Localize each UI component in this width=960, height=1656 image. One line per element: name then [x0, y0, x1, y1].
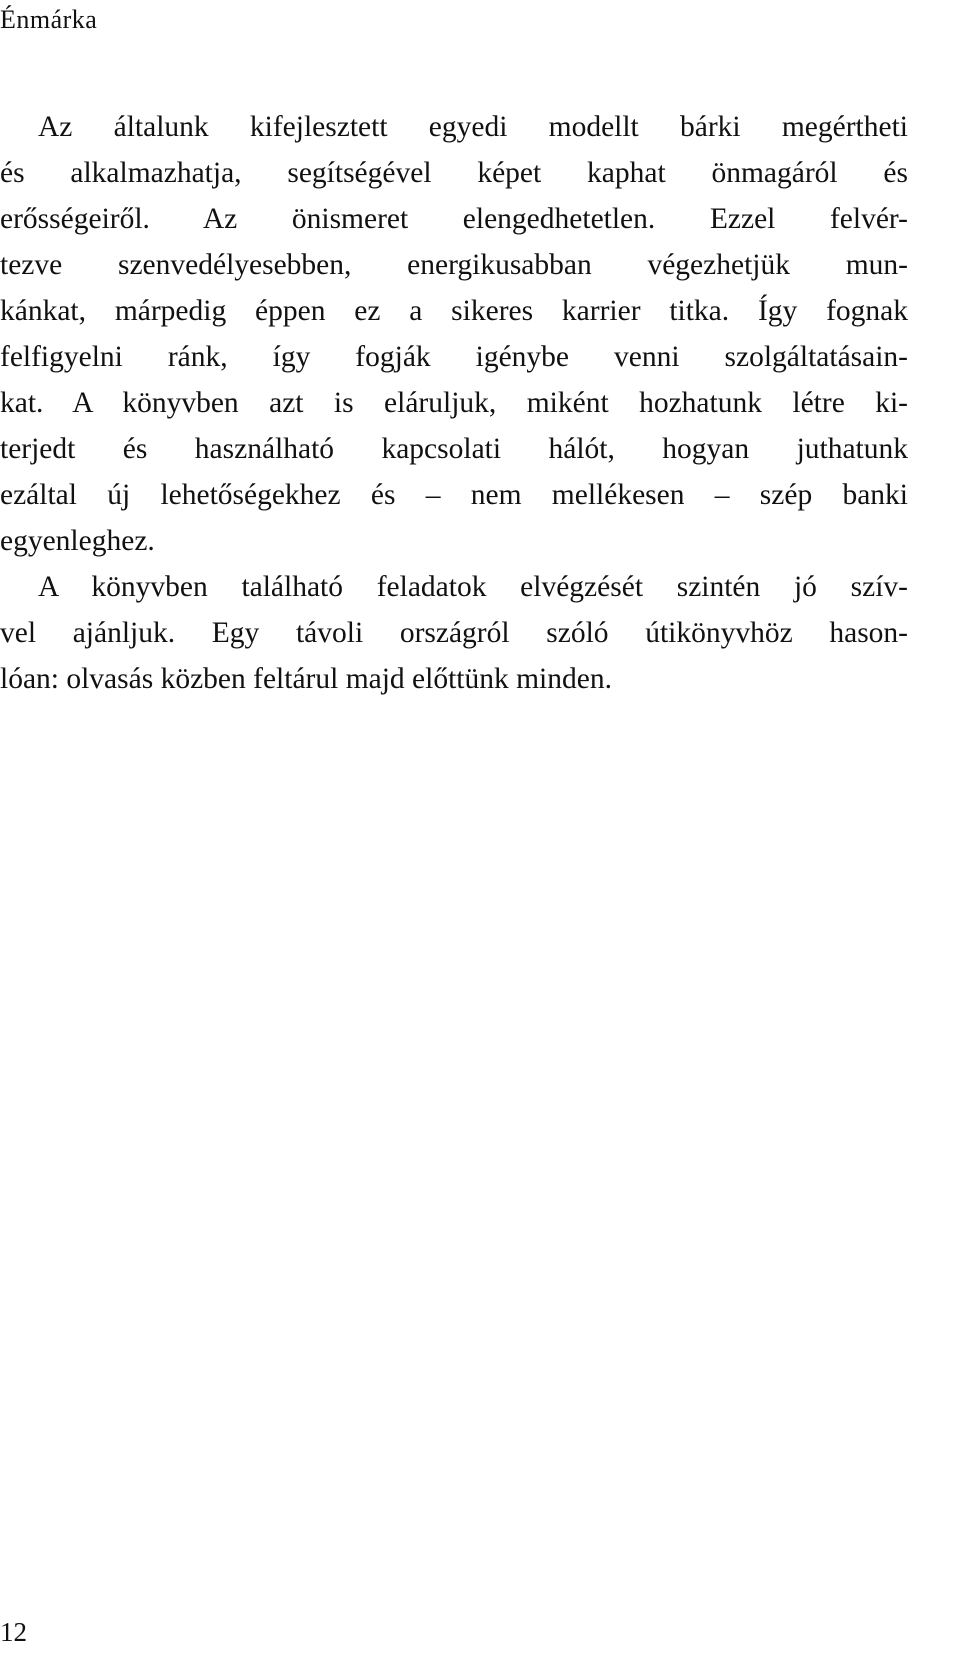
- paragraph-2: [0, 564, 908, 702]
- text-line: tezve szenvedélyesebben, energikusabban végezhetjük mun-: [0, 249, 908, 281]
- text-line: és alkalmazhatja, segítségével képet kaphat önmagáról és: [0, 157, 908, 189]
- text-line: lóan: olvasás közben feltárul majd előttünk minden.: [0, 663, 612, 695]
- page-number: 12: [0, 1617, 27, 1647]
- body-text: [0, 104, 908, 702]
- text-line: Az általunk kifejlesztett egyedi modellt bárki megértheti: [38, 111, 908, 143]
- text-line: A könyvben található feladatok elvégzését szintén jó szív-: [38, 571, 908, 603]
- text-line: ezáltal új lehetőségekhez és – nem mellékesen – szép banki: [0, 479, 908, 511]
- text-line: erősségeiről. Az önismeret elengedhetetlen. Ezzel felvér-: [0, 203, 908, 235]
- text-line: terjedt és használható kapcsolati hálót, hogyan juthatunk: [0, 433, 908, 465]
- text-line: kánkat, márpedig éppen ez a sikeres karrier titka. Így fognak: [0, 295, 908, 327]
- paragraph-1: [0, 104, 908, 564]
- text-line: felfigyelni ránk, így fogják igénybe venni szolgáltatásain-: [0, 341, 908, 373]
- text-line: egyenleghez.: [0, 525, 155, 557]
- text-line: kat. A könyvben azt is eláruljuk, miként hozhatunk létre ki-: [0, 387, 908, 419]
- running-header: Énmárka: [0, 5, 98, 34]
- text-line: vel ajánljuk. Egy távoli országról szóló útikönyvhöz hason-: [0, 617, 908, 649]
